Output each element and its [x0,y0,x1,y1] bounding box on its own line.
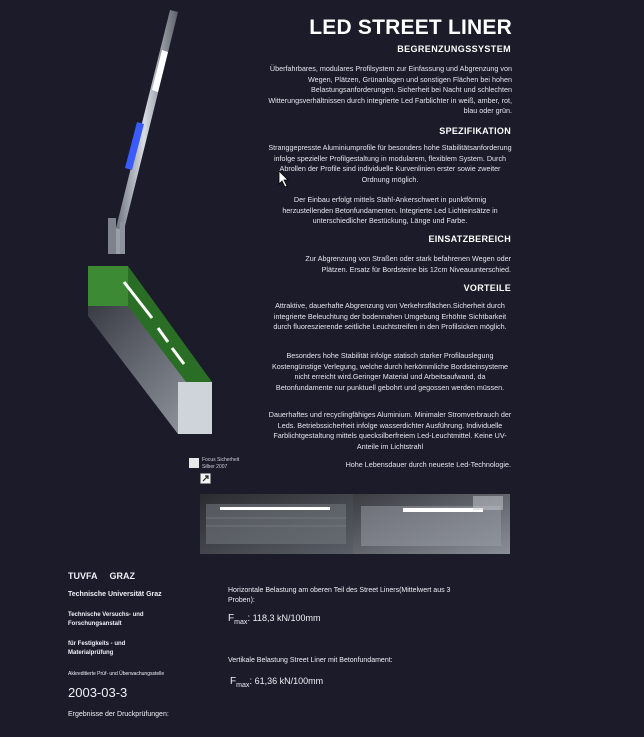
test-date: 2003-03-3 [68,685,128,700]
intro-paragraph: Überfahrbares, modulares Profilsystem zur Einfassung und Abgrenzung von Wegen, Plätzen, Grünanlagen und sonstigen Flächen bei hohen Belastungsanforderungen. Sicherheit bei Nacht und schlechten Witterungsverhältnissen durch integrierte Led Farblichter in weiß, amber, rot, blau oder grün. [268,64,512,115]
test-org-a: TUVFA [68,571,98,581]
test-org [68,571,147,581]
horizontal-load-label: Horizontale Belastung am oberen Teil des Street Liners(Mittelwert aus 3 Proben): [228,587,451,604]
test-org-b: GRAZ [109,571,136,581]
accreditation-text: Akkreditierte Prüf- und Überwachungsstelle [68,671,165,677]
einsatzbereich-heading: EINSATZBEREICH [428,234,511,244]
vorteile-heading: VORTEILE [463,283,511,293]
award-line1: Focus Sicherheit [202,457,240,463]
spezifikation-p2: Der Einbau erfolgt mittels Stahl-Ankerschwert in punktförmig herzustellenden Betonfundamenten. Integrierte Led Lichteinsätze in unterschiedlicher Bestückung, Länge und Farbe. [282,195,498,225]
spezifikation-heading: SPEZIFIKATION [439,126,511,136]
spezifikation-p1: Stranggepresste Aluminiumprofile für besonders hohe Stabilitätsanforderung infolge spezieller Profilgestaltung in modularem, flexiblem System. Durch Abrollen der Profile sind individuelle Kurvenlinien erster sowie zweiter Ordnung möglich. [268,143,512,184]
page-subtitle: BEGRENZUNGSSYSTEM [397,44,511,54]
institute1-line1: Technische Versuchs- und [68,612,144,618]
award-text [202,457,239,470]
vorteile-p3: Dauerhaftes und recyclingfähiges Aluminium. Minimaler Stromverbrauch der Leds. Betriebssicherheit infolge wasserdichter Ausführung. Individuelle Farblichtgestaltung mittels quecksilberfreiem Led-Leuchtmittel. Keine UV-Anteile im Lichtstrahl [268,410,512,451]
institute1-line2: Forschungsanstalt [68,621,122,627]
horizontal-load-value [228,613,321,626]
vorteile-p2: Besonders hohe Stabilität infolge statisch starker Profilauslegung Kostengünstige Verlegung, welche durch herkömmliche Bordsteinsysteme nicht erreicht wird.Geringer Material und Arbeitsaufwand, da Betonfundamente nur punktuell gebohrt und gegossen werden müssen. [271,351,509,392]
institute2-line2: Materialprüfung [68,650,114,656]
product-block-image [88,266,212,434]
external-link-icon[interactable] [200,473,211,484]
university-name: Technische Universität Graz [68,591,162,598]
night-test-photo-right [353,494,510,554]
institute2-line1: für Festigkeits - und [68,641,126,647]
vorteile-p4: Hohe Lebensdauer durch neueste Led-Technologie. [345,460,511,469]
vertical-load-label: Vertikale Belastung Street Liner mit Betonfundament: [228,657,393,664]
institute2 [68,640,125,658]
mouse-pointer-icon [278,170,290,188]
night-test-photo-left [200,494,353,554]
einsatzbereich-p1: Zur Abgrenzung von Straßen oder stark befahrenen Wegen oder Plätzen. Ersatz für Bordsteine bis 12cm Niveauunterschied. [305,254,511,274]
results-label: Ergebnisse der Druckprüfungen: [68,711,169,718]
vorteile-p1: Attraktive, dauerhafte Abgrenzung von Verkehrsflächen.Sicherheit durch integrierte Beleuchtung der bodennahen Umgebung Erhöhte Sichtbarkeit durch fluoreszierende seitliche Leuchtstreifen in den Profilsicken möglich. [273,301,507,331]
award-line2: Silber 2007 [202,463,228,470]
page-title: LED STREET LINER [309,16,512,39]
vertical-load-value [230,676,323,689]
fmax-label-2: $F_{max}$: [230,676,253,689]
product-rod-image [104,10,184,258]
horizontal-value: 118,3 kN/100mm [252,613,321,623]
fmax-label-1: $F_{max}$: [228,613,251,626]
vertical-value: 61,36 kN/100mm [254,676,324,686]
award-badge-icon [189,458,199,468]
institute1 [68,611,144,629]
